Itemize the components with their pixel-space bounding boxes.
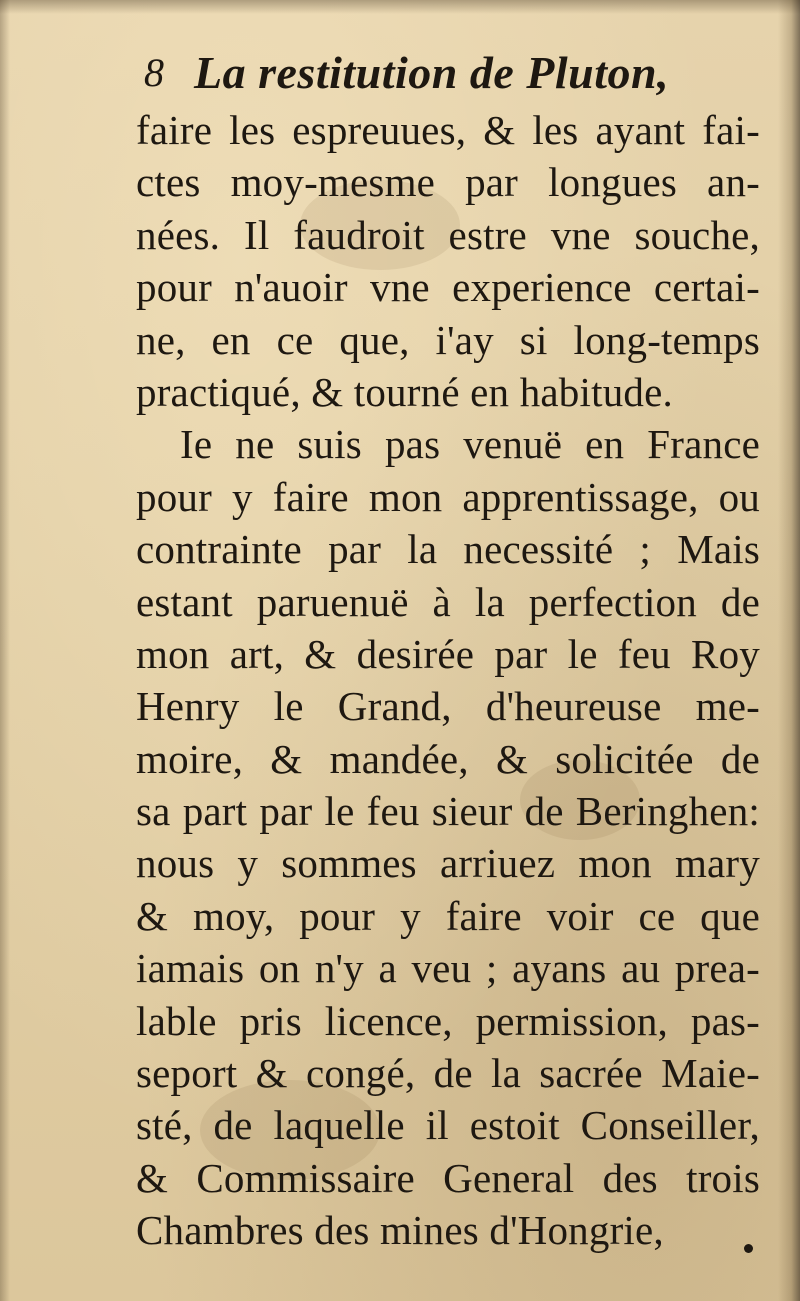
text-line: Chambres des mines d'Hongrie, bbox=[136, 1207, 664, 1254]
text-line: sa part par le feu sieur de Beringhen: bbox=[136, 788, 760, 835]
text-line: ctes moy-mesme par longues an- bbox=[136, 159, 760, 206]
page-right-shadow bbox=[778, 0, 800, 1301]
text-line: iamais on n'y a veu ; ayans au prea- bbox=[136, 945, 760, 992]
text-line: contrainte par la necessité ; Mais bbox=[136, 526, 760, 573]
text-line: faire les espreuues, & les ayant fai- bbox=[136, 107, 760, 153]
ink-dot bbox=[744, 1244, 753, 1253]
running-head bbox=[136, 42, 760, 104]
text-line: nous y sommes arriuez mon mary bbox=[136, 840, 760, 887]
text-line: practiqué, & tourné en habitude. bbox=[136, 368, 673, 415]
text-line: pour n'auoir vne experience certai- bbox=[136, 264, 760, 311]
text-line: seport & congé, de la sacrée Maie- bbox=[136, 1050, 760, 1097]
text-line: sté, de laquelle il estoit Conseiller, bbox=[136, 1102, 760, 1149]
text-line: pour y faire mon apprentissage, ou bbox=[136, 473, 760, 520]
text-line: & Commissaire General des trois bbox=[136, 1154, 760, 1201]
text-line: Henry le Grand, d'heureuse me- bbox=[136, 683, 760, 730]
text-line: moire, & mandée, & solicitée de bbox=[136, 735, 760, 782]
page-number: 8 bbox=[144, 50, 164, 95]
page-text bbox=[136, 42, 760, 1257]
text-line: estant paruenuë à la perfection de bbox=[136, 578, 760, 625]
page-top-shadow bbox=[0, 0, 800, 14]
text-line: ne, en ce que, i'ay si long-temps bbox=[136, 316, 760, 363]
running-title: La restitution de Pluton, bbox=[194, 47, 670, 98]
text-line: mon art, & desirée par le feu Roy bbox=[136, 630, 760, 677]
text-line: Ie ne suis pas venuë en France bbox=[180, 421, 760, 468]
text-line: & moy, pour y faire voir ce que bbox=[136, 892, 760, 939]
text-line: lable pris licence, permission, pas- bbox=[136, 997, 760, 1044]
text-line: nées. Il faudroit estre vne souche, bbox=[136, 211, 760, 258]
page-left-shadow bbox=[0, 0, 10, 1301]
